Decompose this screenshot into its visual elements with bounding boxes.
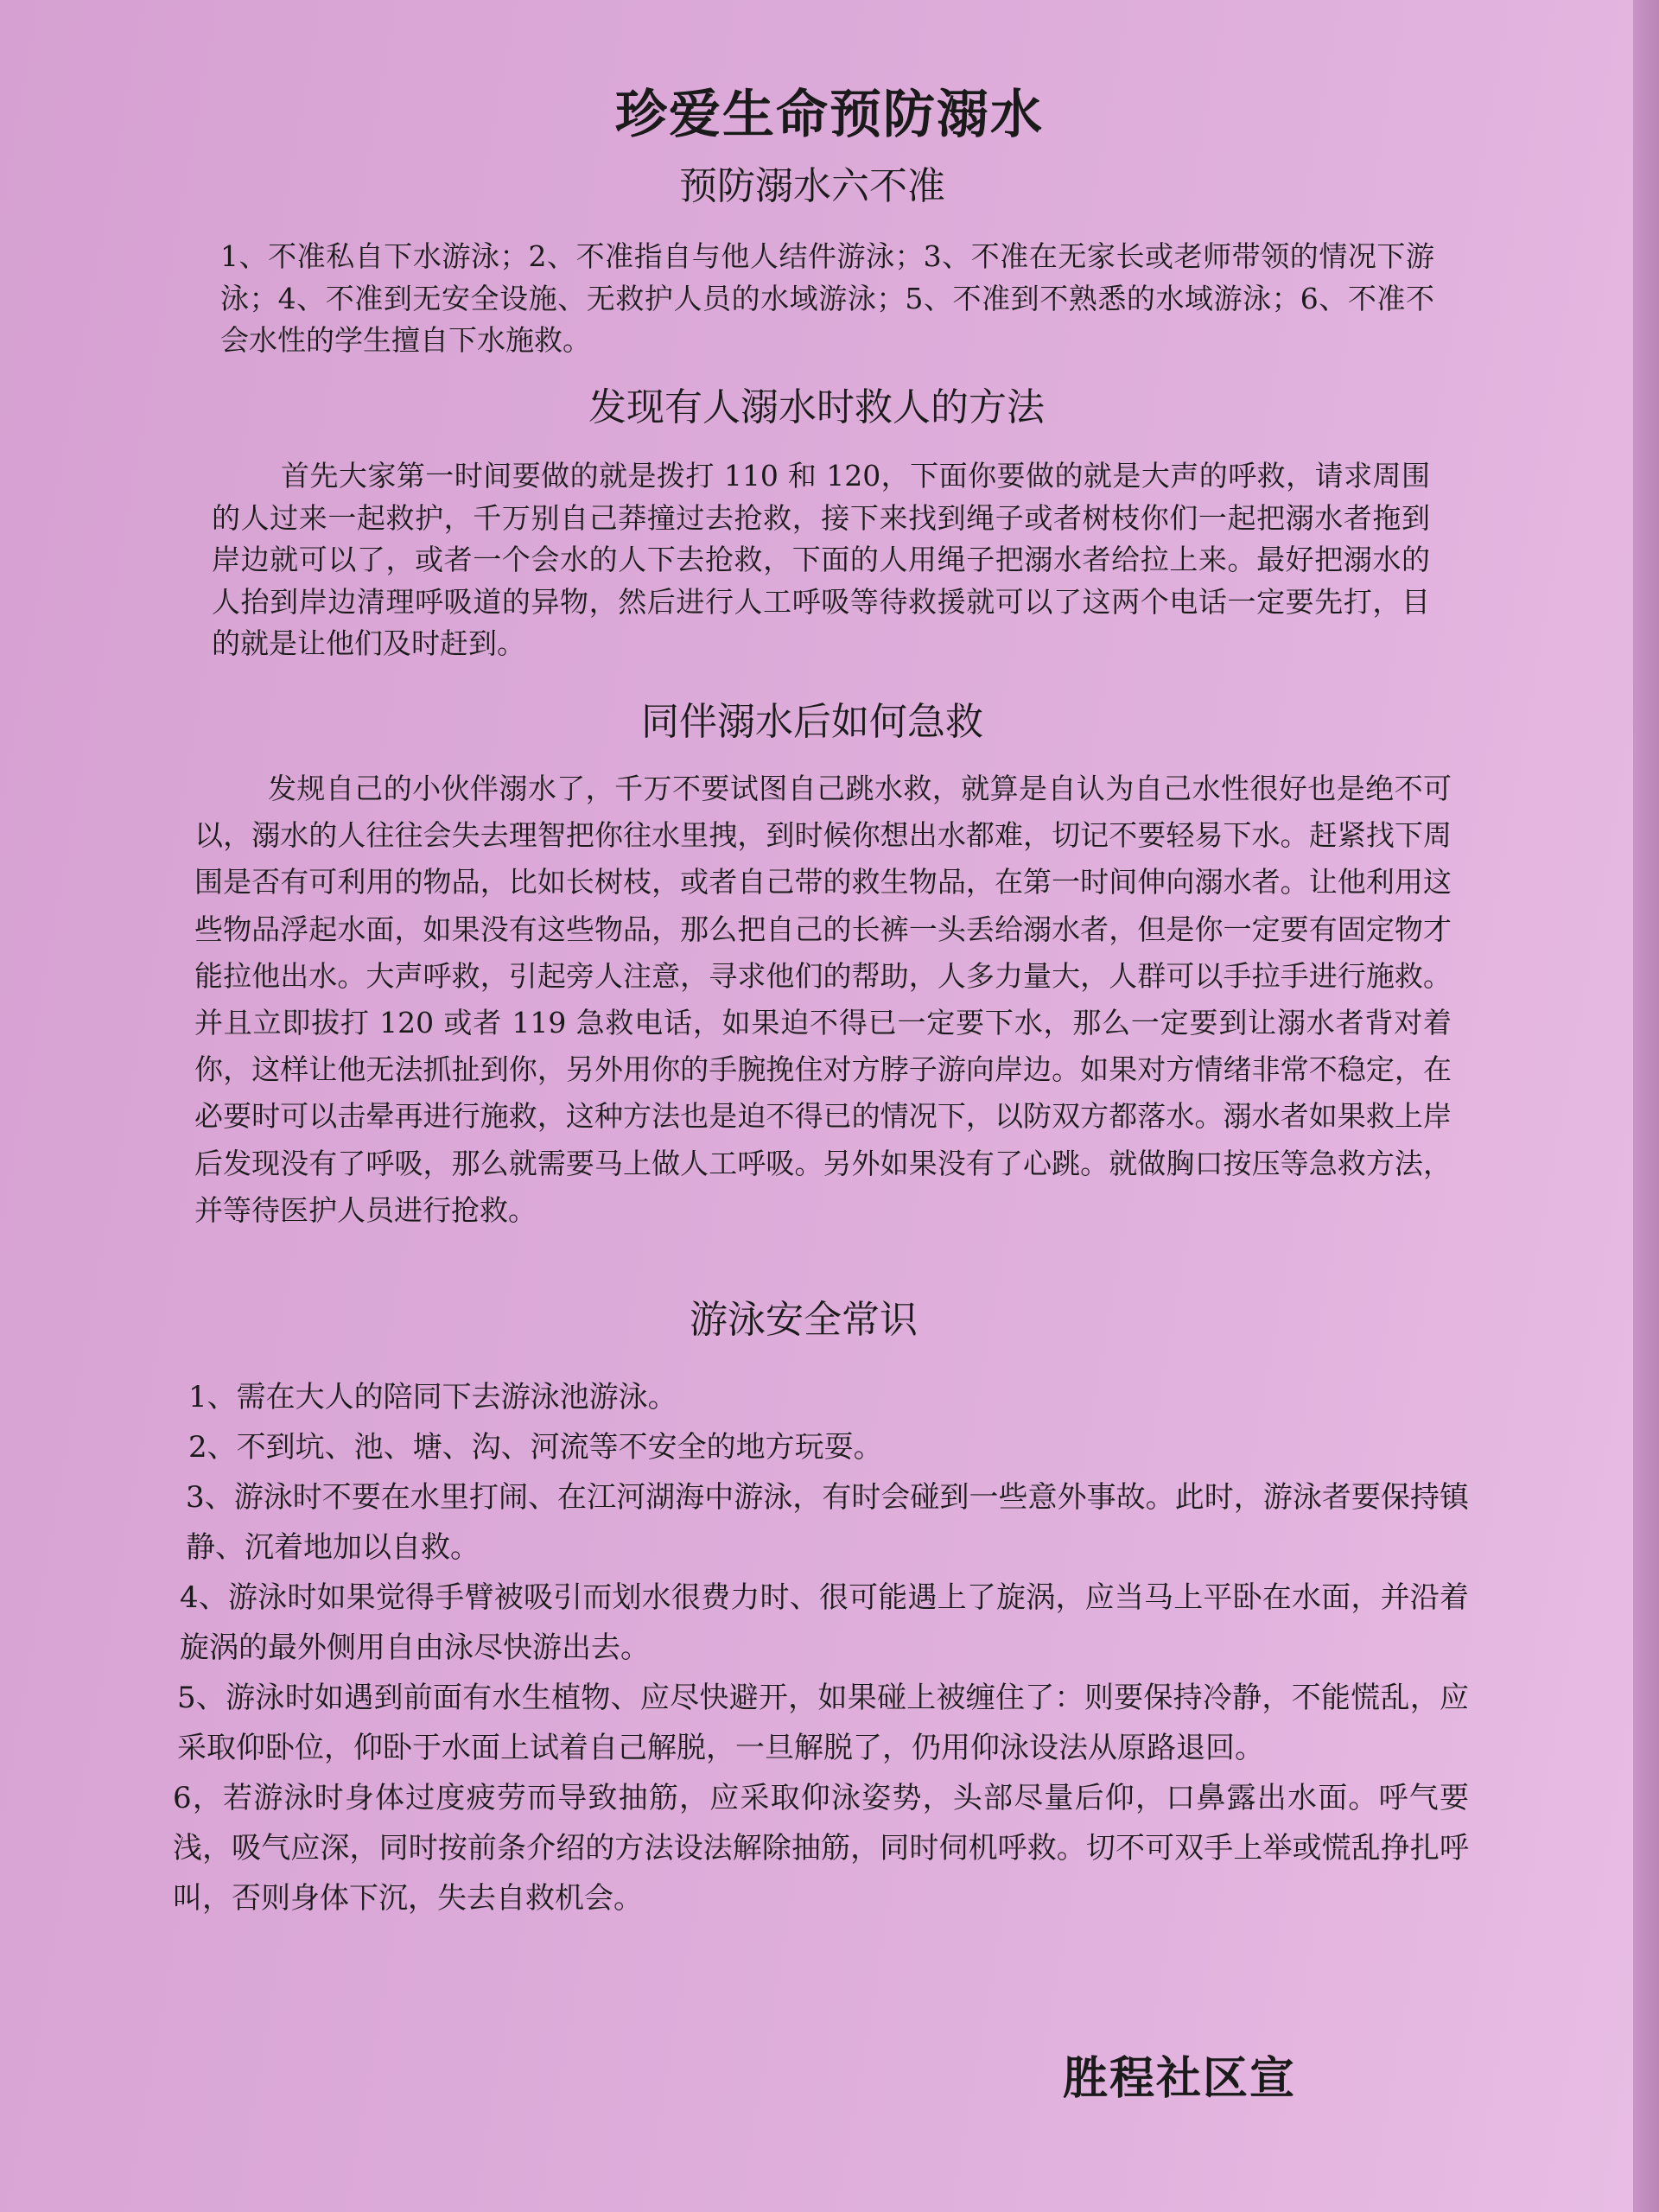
list-item: 6，若游泳时身体过度疲劳而导致抽筋，应采取仰泳姿势，头部尽量后仰，口鼻露出水面。呼气要浅，吸气应深，同时按前条介绍的方法设法解除抽筋，同时伺机呼救。切不可双手上举或慌乱挣扎呼叫，否则身体下沉，失去自救机会。: [173, 1781, 1469, 1916]
section-heading-swim-safety: 游泳安全常识: [690, 1298, 918, 1342]
section-heading-companion-first-aid: 同伴溺水后如何急救: [641, 700, 983, 744]
list-item: 2、不到坑、池、塘、沟、河流等不安全的地方玩耍。: [188, 1430, 883, 1465]
page-title: 珍爱生命预防溺水: [615, 85, 1044, 145]
section-heading-six-rules: 预防溺水六不准: [679, 164, 945, 208]
list-item: 3、游泳时不要在水里打闹、在江河湖海中游泳，有时会碰到一些意外事故。此时，游泳者要保持镇静、沉着地加以自救。: [186, 1480, 1469, 1565]
list-item: 4、游泳时如果觉得手臂被吸引而划水很费力时、很可能遇上了旋涡，应当马上平卧在水面，并沿着旋涡的最外侧用自由泳尽快游出去。: [180, 1580, 1469, 1665]
section-text-companion-first-aid: 发规自己的小伙伴溺水了，千万不要试图自己跳水救，就算是自认为自己水性很好也是绝不可以，溺水的人往往会失去理智把你往水里拽，到时候你想出水都难，切记不要轻易下水。赶紧找下周围是否有可利用的物品，比如长树枝，或者自己带的救生物品，在第一时间伸向溺水者。让他利用这些物品浮起水面，如果没有这些物品，那么把自己的长裤一头丢给溺水者，但是你一定要有固定物才能拉他出水。大声呼救，引起旁人注意，寻求他们的帮助，人多力量大，人群可以手拉手进行施救。并且立即拔打 120 或者 119 急救电话，如果迫不得已一定要下水，那么一定要到让溺水者背对着你，这样让他无法抓扯到你，另外用你的手腕挽住对方脖子游向岸边。如果对方情绪非常不稳定，在必要时可以击晕再进行施救，这种方法也是迫不得已的情况下，以防双方都落水。溺水者如果救上岸后发现没有了呼吸，那么就需要马上做人工呼吸。另外如果没有了心跳。就做胸口按压等急救方法，并等待医护人员进行抢救。: [194, 772, 1452, 1227]
list-item: 1、需在大人的陪同下去游泳池游泳。: [188, 1380, 677, 1414]
swim-safety-list: [173, 1372, 1469, 1923]
section-text-rescue-method: 首先大家第一时间要做的就是拨打 110 和 120，下面你要做的就是大声的呼救，请求周围的人过来一起救护，千万别自己莽撞过去抢救，接下来找到绳子或者树枝你们一起把溺水者拖到岸边就可以了，或者一个会水的人下去抢救，下面的人用绳子把溺水者给拉上来。最好把溺水的人抬到岸边清理呼吸道的异物，然后进行人工呼吸等待救援就可以了这两个电话一定要先打，目的就是让他们及时赶到。: [212, 459, 1430, 660]
list-item: 5、游泳时如遇到前面有水生植物、应尽快避开，如果碰上被缠住了：则要保持冷静，不能慌乱，应采取仰卧位，仰卧于水面上试着自己解脱，一旦解脱了，仍用仰泳设法从原路退回。: [177, 1681, 1469, 1765]
signature: 胜程社区宣: [1063, 2052, 1297, 2105]
section-heading-rescue-method: 发现有人溺水时救人的方法: [588, 385, 1045, 429]
paper-edge: [1633, 0, 1659, 2212]
section-text-six-rules: 1、不准私自下水游泳；2、不准指自与他人结件游泳；3、不准在无家长或老师带领的情况下游泳；4、不准到无安全设施、无救护人员的水域游泳；5、不准到不熟悉的水域游泳；6、不准不会水性的学生擅自下水施救。: [220, 239, 1434, 357]
